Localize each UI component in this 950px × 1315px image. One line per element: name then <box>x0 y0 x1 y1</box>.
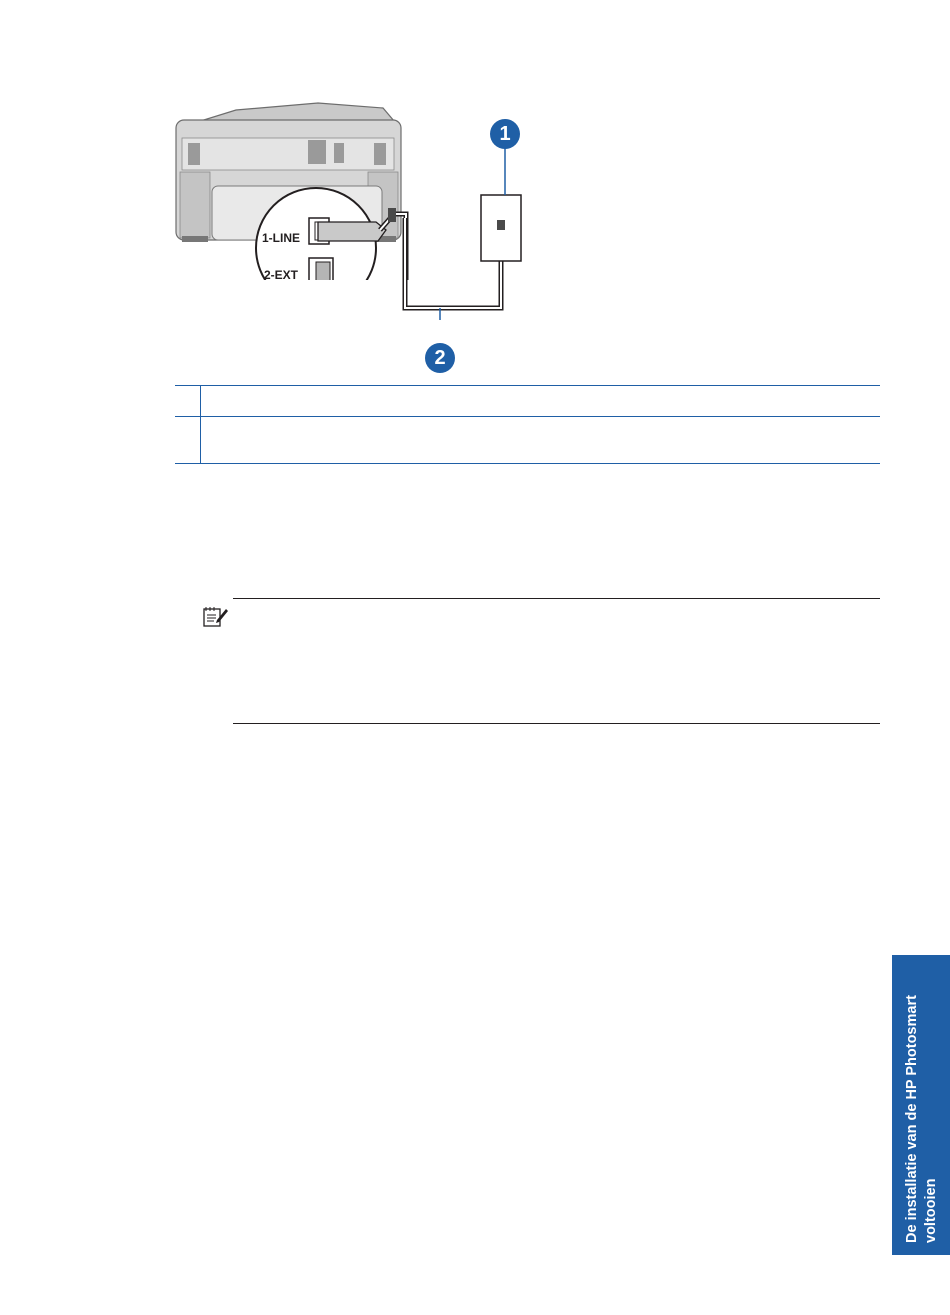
chapter-tab-line-1: De installatie van de HP Photosmart <box>904 995 920 1243</box>
legend-number <box>175 417 201 464</box>
note-box <box>233 598 880 724</box>
chapter-side-tab <box>892 955 950 1255</box>
legend-text <box>201 386 881 417</box>
legend-row <box>175 386 880 417</box>
legend-text <box>201 417 881 464</box>
legend-number <box>175 386 201 417</box>
legend-row <box>175 417 880 464</box>
wall-jack-illustration <box>395 100 545 320</box>
callout-2: 2 <box>425 343 455 373</box>
port-label-ext: 2-EXT <box>264 268 299 280</box>
legend-table <box>175 385 880 464</box>
callout-1: 1 <box>490 119 520 149</box>
port-label-line: 1-LINE <box>262 231 301 245</box>
note-icon <box>203 606 229 628</box>
chapter-tab-text <box>903 955 941 1243</box>
chapter-tab-line-2: voltooien <box>923 1178 939 1243</box>
